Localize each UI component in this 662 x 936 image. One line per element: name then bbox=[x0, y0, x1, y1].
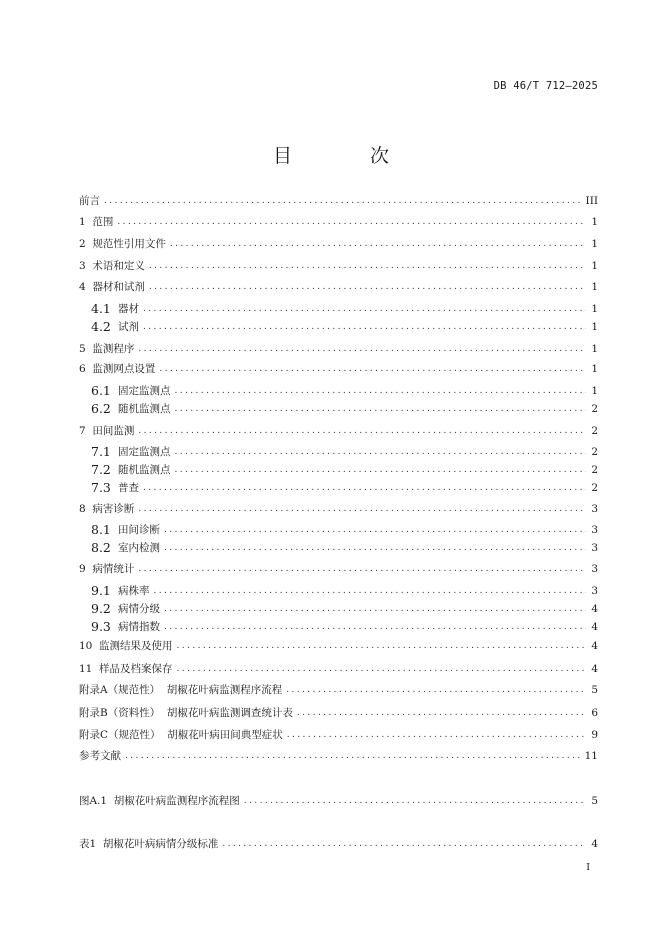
toc-entry-number: 6.2 bbox=[91, 401, 111, 416]
toc-entry-page: 2 bbox=[591, 446, 598, 458]
toc-entry-label: 胡椒花叶病田间典型症状 bbox=[167, 729, 283, 741]
toc-entry[interactable] bbox=[79, 793, 598, 809]
toc-leader-dots bbox=[164, 540, 586, 556]
toc-entry[interactable] bbox=[79, 361, 598, 377]
toc-entry-label: 术语和定义 bbox=[92, 260, 145, 272]
toc-leader-dots bbox=[175, 462, 587, 478]
toc-entry-label: 随机监测点 bbox=[118, 464, 171, 476]
toc-entry-label: 样品及档案保存 bbox=[99, 663, 173, 675]
toc-entry-label: 病情分级 bbox=[118, 603, 160, 615]
toc-leader-dots bbox=[143, 319, 586, 335]
toc-entry-label: 胡椒花叶病监测调查统计表 bbox=[166, 707, 293, 719]
page-number: I bbox=[586, 862, 590, 873]
toc-entry-page: 2 bbox=[591, 464, 598, 476]
toc-entry-label: 病情指数 bbox=[118, 621, 160, 633]
toc-entry-number: 附录A（规范性） bbox=[79, 684, 167, 696]
toc-entry-page: III bbox=[585, 195, 598, 207]
toc-entry-number: 附录C（规范性） bbox=[79, 729, 168, 741]
toc-leader-dots bbox=[297, 705, 586, 721]
toc-leader-dots bbox=[138, 423, 586, 439]
toc-entry-number: 8.2 bbox=[91, 540, 111, 555]
toc-leader-dots bbox=[159, 361, 586, 377]
toc-entry-page: 3 bbox=[591, 563, 598, 575]
page-title: 目 次 bbox=[272, 145, 426, 167]
toc-entry-number: 5 bbox=[79, 343, 93, 355]
toc-entry-page: 3 bbox=[591, 503, 598, 515]
toc-entry-label: 室内检测 bbox=[118, 542, 160, 554]
toc-entry-label: 普查 bbox=[118, 482, 139, 494]
toc-entry-number: 7.1 bbox=[91, 444, 111, 459]
toc-entry[interactable] bbox=[79, 561, 598, 577]
toc-entry[interactable] bbox=[91, 601, 598, 617]
toc-entry[interactable] bbox=[91, 444, 598, 460]
toc-entry-number: 4.2 bbox=[91, 319, 111, 334]
toc-entry-label: 田间诊断 bbox=[118, 524, 160, 536]
toc-entry[interactable] bbox=[79, 258, 598, 274]
toc-entry-page: 1 bbox=[591, 385, 598, 397]
toc-entry[interactable] bbox=[79, 501, 598, 517]
toc-entry-number: 3 bbox=[79, 260, 93, 272]
toc-entry[interactable] bbox=[79, 236, 598, 252]
toc-entry-page: 6 bbox=[591, 707, 598, 719]
toc-entry-page: 3 bbox=[591, 542, 598, 554]
toc-entry-label: 随机监测点 bbox=[118, 403, 171, 415]
toc-entry[interactable] bbox=[79, 661, 598, 677]
toc-entry-page: 2 bbox=[591, 403, 598, 415]
toc-entry-page: 4 bbox=[591, 603, 598, 615]
toc-leader-dots bbox=[244, 793, 586, 809]
toc-entry-number: 附录B（资料性） bbox=[79, 707, 167, 719]
toc-leader-dots bbox=[125, 748, 581, 764]
toc-leader-dots bbox=[149, 279, 586, 295]
toc-entry-label: 田间监测 bbox=[92, 425, 135, 437]
toc-entry-page: 2 bbox=[591, 482, 598, 494]
toc-entry-label: 监测结果及使用 bbox=[99, 640, 173, 652]
toc-entry-label: 病情统计 bbox=[92, 563, 135, 575]
toc-leader-dots bbox=[177, 638, 586, 654]
toc-entry[interactable] bbox=[91, 619, 598, 635]
toc-entry-page: 11 bbox=[584, 750, 598, 762]
toc-leader-dots bbox=[138, 501, 586, 517]
toc-entry[interactable] bbox=[79, 214, 598, 230]
toc-entry-page: 1 bbox=[591, 303, 598, 315]
toc-entry[interactable] bbox=[79, 423, 598, 439]
toc-entry-number: 10 bbox=[79, 640, 100, 652]
toc-entry-page: 1 bbox=[591, 343, 598, 355]
toc-leader-dots bbox=[104, 193, 582, 209]
toc-entry-page: 1 bbox=[591, 321, 598, 333]
toc-entry-number: 9 bbox=[79, 563, 93, 575]
toc-entry[interactable] bbox=[79, 638, 598, 654]
toc-entry-page: 1 bbox=[591, 281, 598, 293]
toc-entry[interactable] bbox=[79, 727, 598, 743]
toc-entry-number: 表1 bbox=[79, 838, 103, 850]
toc-entry-number: 2 bbox=[79, 238, 93, 250]
toc-entry-label: 固定监测点 bbox=[118, 385, 171, 397]
toc-entry-label: 规范性引用文件 bbox=[92, 238, 166, 250]
toc-entry[interactable] bbox=[79, 705, 598, 721]
toc-leader-dots bbox=[138, 561, 586, 577]
toc-leader-dots bbox=[175, 383, 587, 399]
toc-entry-label: 胡椒花叶病监测程序流程图 bbox=[113, 795, 240, 807]
toc-entry-page: 3 bbox=[591, 585, 598, 597]
toc-leader-dots bbox=[170, 236, 586, 252]
toc-entry-number: 7.3 bbox=[91, 480, 111, 495]
toc-leader-dots bbox=[177, 661, 586, 677]
toc-entry-page: 4 bbox=[591, 621, 598, 633]
toc-entry[interactable] bbox=[79, 193, 598, 209]
toc-entry[interactable] bbox=[79, 748, 598, 764]
toc-entry-number: 6.1 bbox=[91, 383, 111, 398]
toc-entry-page: 1 bbox=[591, 260, 598, 272]
toc-leader-dots bbox=[222, 836, 586, 852]
toc-entry-label: 病害诊断 bbox=[92, 503, 135, 515]
toc-entry[interactable] bbox=[79, 279, 598, 295]
toc-entry-page: 2 bbox=[591, 425, 598, 437]
toc-entry[interactable] bbox=[91, 462, 598, 478]
toc-entry-number: 图A.1 bbox=[79, 795, 114, 807]
toc-entry-number: 7.2 bbox=[91, 462, 111, 477]
toc-entry-label: 监测网点设置 bbox=[92, 363, 156, 375]
toc-entry-label: 器材 bbox=[118, 303, 139, 315]
standard-code: DB 46/T 712—2025 bbox=[493, 80, 598, 92]
toc-entry-number: 1 bbox=[79, 216, 93, 228]
toc-entry-page: 1 bbox=[591, 238, 598, 250]
toc-entry-label: 病株率 bbox=[118, 585, 150, 597]
toc-entry-page: 5 bbox=[591, 795, 598, 807]
toc-entry-page: 1 bbox=[591, 363, 598, 375]
toc-leader-dots bbox=[286, 682, 586, 698]
toc-leader-dots bbox=[175, 444, 587, 460]
toc-leader-dots bbox=[149, 258, 586, 274]
toc-entry[interactable] bbox=[91, 383, 598, 399]
toc-entry-label: 前言 bbox=[79, 195, 100, 207]
toc-entry-number: 4 bbox=[79, 281, 93, 293]
toc-entry-number: 8.1 bbox=[91, 522, 111, 537]
toc-entry-page: 3 bbox=[591, 524, 598, 536]
toc-entry[interactable] bbox=[79, 682, 598, 698]
toc-entry-page: 4 bbox=[591, 640, 598, 652]
toc-entry-page: 1 bbox=[591, 216, 598, 228]
toc-entry-number: 9.3 bbox=[91, 619, 111, 634]
toc-entry-page: 5 bbox=[591, 684, 598, 696]
toc-entry[interactable] bbox=[91, 401, 598, 417]
toc-leader-dots bbox=[117, 214, 586, 230]
toc-leader-dots bbox=[164, 601, 586, 617]
toc-entry-number: 4.1 bbox=[91, 301, 111, 316]
toc-entry-label: 试剂 bbox=[118, 321, 139, 333]
toc-entry-number: 8 bbox=[79, 503, 93, 515]
toc-leader-dots bbox=[164, 522, 586, 538]
toc-entry-label: 固定监测点 bbox=[118, 446, 171, 458]
toc-entry-page: 9 bbox=[591, 729, 598, 741]
toc-leader-dots bbox=[154, 583, 587, 599]
toc-leader-dots bbox=[175, 401, 587, 417]
toc-entry[interactable] bbox=[91, 540, 598, 556]
toc-entry-label: 参考文献 bbox=[79, 750, 121, 762]
toc-leader-dots bbox=[287, 727, 586, 743]
toc-leader-dots bbox=[143, 301, 586, 317]
toc-entry[interactable] bbox=[79, 341, 598, 357]
toc-entry-number: 11 bbox=[79, 663, 100, 675]
toc-entry-label: 胡椒花叶病病情分级标准 bbox=[102, 838, 219, 850]
toc-entry-page: 4 bbox=[591, 838, 598, 850]
toc-entry-number: 7 bbox=[79, 425, 93, 437]
toc-entry-page: 4 bbox=[591, 663, 598, 675]
toc-entry[interactable] bbox=[91, 583, 598, 599]
toc-entry-number: 9.1 bbox=[91, 583, 111, 598]
toc-entry-number: 9.2 bbox=[91, 601, 111, 616]
toc-entry[interactable] bbox=[91, 319, 598, 335]
toc-entry[interactable] bbox=[91, 301, 598, 317]
toc-entry-label: 范围 bbox=[92, 216, 114, 228]
toc-entry[interactable] bbox=[79, 836, 598, 852]
toc-entry-number: 6 bbox=[79, 363, 93, 375]
toc-leader-dots bbox=[138, 341, 586, 357]
toc-entry[interactable] bbox=[91, 522, 598, 538]
toc-entry-label: 监测程序 bbox=[92, 343, 135, 355]
toc-leader-dots bbox=[143, 480, 586, 496]
toc-leader-dots bbox=[164, 619, 586, 635]
toc-entry[interactable] bbox=[91, 480, 598, 496]
toc-entry-label: 器材和试剂 bbox=[92, 281, 145, 293]
toc-entry-label: 胡椒花叶病监测程序流程 bbox=[166, 684, 283, 696]
